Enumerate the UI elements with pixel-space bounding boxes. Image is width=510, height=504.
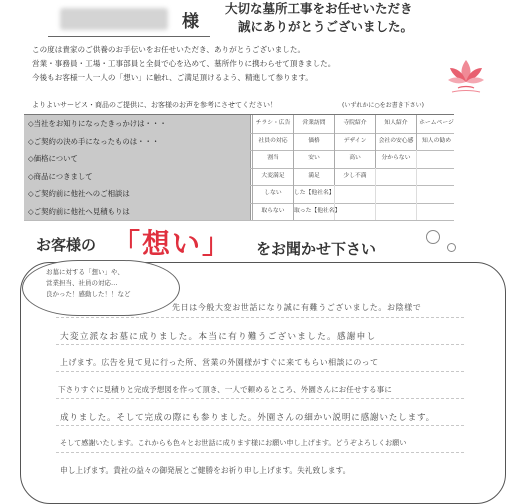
comment-line-7: 申し上げます。貴社の益々の御発展とご健勝をお祈り申し上げます。失礼致します。 xyxy=(60,466,351,475)
survey-option[interactable]: 高い xyxy=(334,150,375,168)
bubble-dot-large xyxy=(426,230,440,244)
survey-option[interactable]: チラシ・広告 xyxy=(252,115,293,133)
survey-option[interactable] xyxy=(416,150,456,168)
header-tagline-1: 大切な墓所工事をお任せいただき xyxy=(225,1,413,16)
intro-line-2: 営業・事務員・工場・工事部員と全員で心を込めて、墓所作りに携わらせて頂きました。 xyxy=(32,59,336,68)
bubble-dot-small xyxy=(447,243,456,252)
survey-option[interactable]: 大変満足 xyxy=(252,168,293,186)
honorific-sama: 様 xyxy=(182,12,199,32)
survey-question: ◇ご契約前に他社へ見積もりは xyxy=(24,203,250,221)
survey-option[interactable]: 会社の安心感 xyxy=(375,133,416,151)
bubble-line-2: 営業担当、社員の対応… xyxy=(46,279,118,287)
ruled-line xyxy=(56,371,464,372)
survey-question: ◇商品につきまして xyxy=(24,168,250,186)
comment-line-1: 先日は今般大変お世話になり誠に有難うございました。お陰様で xyxy=(172,303,422,312)
survey-option[interactable]: 少し不満 xyxy=(334,168,375,186)
survey-row xyxy=(24,150,454,169)
survey-row xyxy=(24,203,454,222)
survey-option[interactable]: 価格 xyxy=(293,133,334,151)
ruled-line xyxy=(56,425,464,426)
survey-option[interactable]: ホームページ xyxy=(416,115,456,133)
survey-option[interactable]: 分からない xyxy=(375,150,416,168)
comment-line-4: 下さりすぐに見積りと完成予想図を作って頂き、一人で頼めるところ、外園さんにお任せする事に xyxy=(58,385,392,394)
survey-option[interactable] xyxy=(375,168,416,186)
header-tagline-2: 誠にありがとうございました。 xyxy=(238,19,414,34)
ruled-line xyxy=(56,317,464,318)
customer-name-redacted xyxy=(60,8,168,30)
survey-option[interactable]: 寺院紹介 xyxy=(334,115,375,133)
survey-option[interactable] xyxy=(416,203,456,221)
bubble-line-1: お墓に対する「想い」や、 xyxy=(46,268,124,276)
survey-option[interactable]: 取らない xyxy=(252,203,293,221)
survey-row xyxy=(24,133,454,152)
survey-question: ◇当社をお知りになったきっかけは・・・ xyxy=(24,115,250,133)
ruled-line xyxy=(56,452,464,453)
survey-question: ◇ご契約の決め手になったものは・・・ xyxy=(24,133,250,151)
survey-option[interactable] xyxy=(375,185,416,203)
survey-option[interactable]: 安い xyxy=(293,150,334,168)
intro-line-1: この度は貴家のご供養のお手伝いをお任せいただき、ありがとうございました。 xyxy=(32,45,306,54)
header-underline xyxy=(48,36,210,37)
survey-option[interactable]: 割当 xyxy=(252,150,293,168)
survey-option[interactable] xyxy=(375,203,416,221)
comment-line-2: 大変立派なお墓に成りました。本当に有り難うございました。感謝申し xyxy=(60,332,377,342)
survey-row xyxy=(24,185,454,204)
feedback-heading-keyword: 「想い」 xyxy=(112,227,233,260)
survey-lead-note: (いずれかに○をお書き下さい) xyxy=(342,102,424,109)
survey-option[interactable]: 営業訪問 xyxy=(293,115,334,133)
comment-line-3: 上げます。広告を見て見に行った所、営業の外園様がすぐに来てもらい相談にのって xyxy=(60,358,379,367)
feedback-heading-pre: お客様の xyxy=(36,236,97,254)
comment-line-6: そして感謝いたします。これからも色々とお世話に成ります様にお願い申し上げます。どうぞよろしくお願い xyxy=(60,438,407,447)
survey-option[interactable]: 満足 xyxy=(293,168,334,186)
survey-row xyxy=(24,115,454,134)
survey-row xyxy=(24,168,454,187)
survey-question: ◇価格について xyxy=(24,150,250,168)
survey-option[interactable]: 社員の対応 xyxy=(252,133,293,151)
survey-question: ◇ご契約前に他社へのご相談は xyxy=(24,185,250,203)
survey-option[interactable] xyxy=(334,185,375,203)
lotus-flower-icon xyxy=(446,54,486,98)
survey-option[interactable] xyxy=(416,185,456,203)
survey-option[interactable]: 知人の勧め xyxy=(416,133,456,151)
survey-option[interactable]: した【他社名】 xyxy=(293,185,334,203)
survey-option[interactable] xyxy=(334,203,375,221)
intro-line-3: 今後もお客様一人一人の「想い」に触れ、ご満足頂けるよう、精進して参ります。 xyxy=(32,73,313,82)
survey-option[interactable]: しない xyxy=(252,185,293,203)
bubble-line-3: 良かった！感動した！！など xyxy=(46,290,131,298)
survey-option[interactable]: 知人紹介 xyxy=(375,115,416,133)
survey-lead: よりよいサービス・商品のご提供に、お客様のお声を参考にさせてください！ xyxy=(32,101,277,109)
survey-option[interactable]: 取った【他社名】 xyxy=(293,203,334,221)
feedback-heading-post: をお聞かせ下さい xyxy=(256,240,377,258)
survey-option[interactable] xyxy=(416,168,456,186)
survey-table xyxy=(24,114,454,221)
survey-option[interactable]: デザイン xyxy=(334,133,375,151)
comment-line-5: 成りました。そして完成の際にも参りました。外園さんの細かい説明に感謝いたします。 xyxy=(60,413,436,423)
ruled-line xyxy=(56,398,464,399)
ruled-line xyxy=(56,344,464,345)
